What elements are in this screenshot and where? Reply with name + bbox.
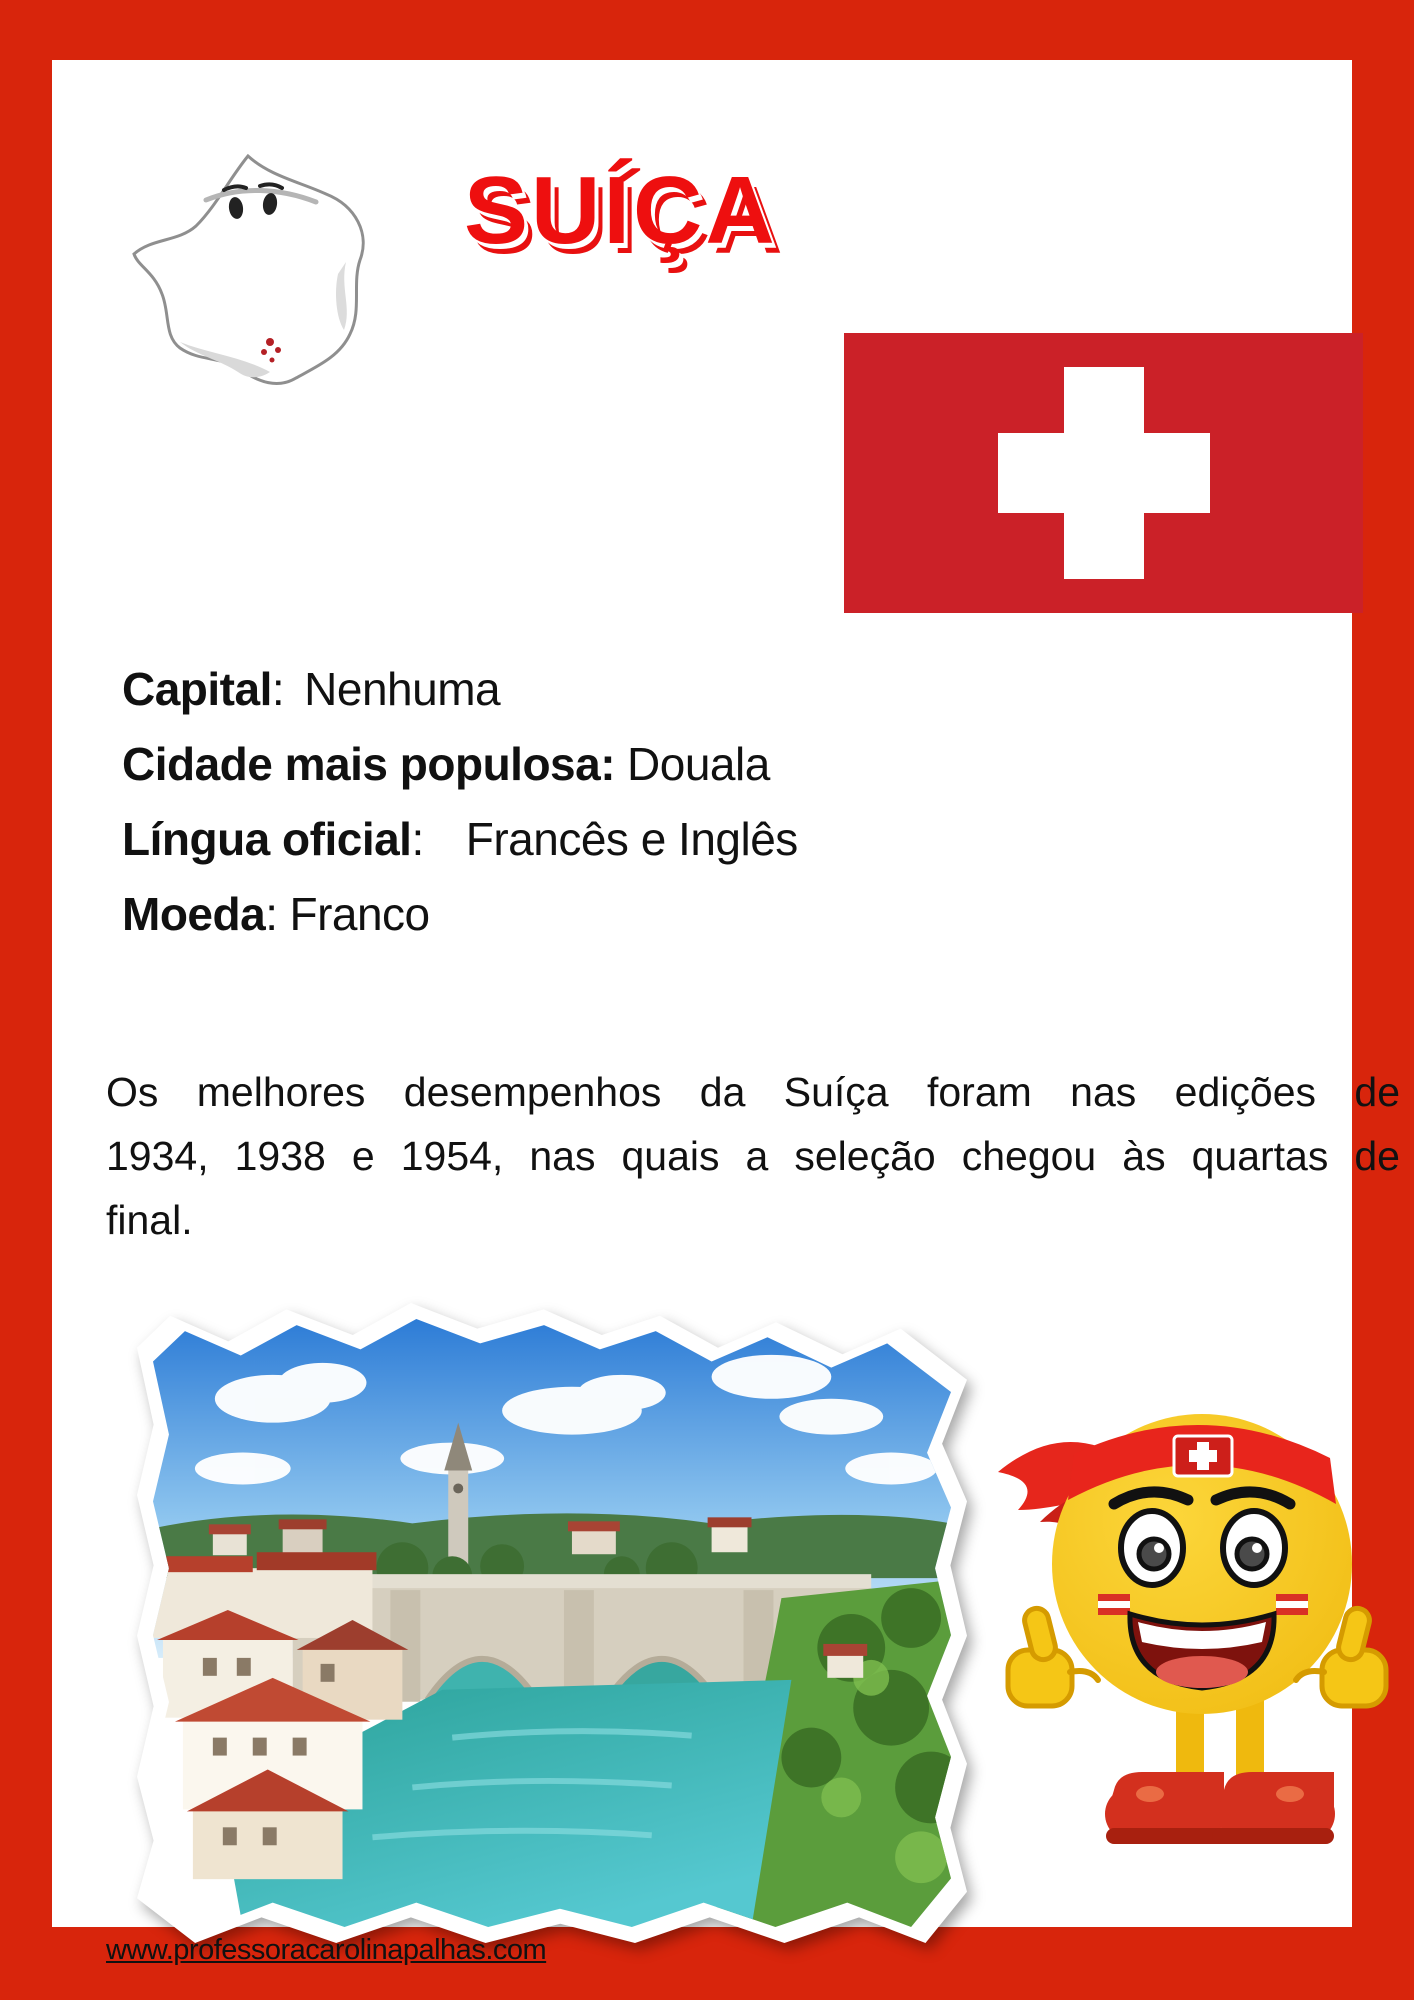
emoji-mascot-icon [980,1332,1414,1964]
bern-switzerland-photo [137,1303,967,1943]
info-row-lingua: Língua oficial: Francês e Inglês [122,813,798,865]
info-row-moeda: Moeda: Franco [122,888,430,940]
info-label: Língua oficial [122,813,412,865]
switzerland-flag [844,333,1363,613]
swiss-fan-emoji-mascot-illustration [980,1332,1414,1964]
info-label: Capital [122,663,272,715]
world-cup-mascot-illustration [120,142,385,397]
website-link[interactable]: www.professoracarolinapalhas.com [106,1934,547,1966]
info-label: Cidade mais populosa [122,738,601,790]
info-value: Franco [289,888,430,940]
page-title: SUÍÇA [464,157,778,264]
paragraph-line: Os melhores desempenhos da Suíça foram nas edições de [106,1069,1400,1115]
info-value: Francês e Inglês [465,813,798,865]
paragraph-line: final. [106,1197,193,1243]
info-row-capital: Capital: Nenhuma [122,663,501,715]
history-paragraph [106,1060,1400,1252]
info-row-cidade: Cidade mais populosa: Douala [122,738,770,790]
info-label: Moeda [122,888,266,940]
country-info-list [122,652,798,952]
ghost-mascot-icon [120,142,385,397]
content-panel [52,60,1400,1966]
flag-cross-vertical [1064,367,1144,579]
info-value: Nenhuma [304,663,501,715]
bern-city-scene [153,1319,951,1927]
paragraph-line: 1934, 1938 e 1954, nas quais a seleção chegou às quartas de [106,1133,1400,1179]
info-value: Douala [627,738,770,790]
city-photo [153,1319,951,1927]
